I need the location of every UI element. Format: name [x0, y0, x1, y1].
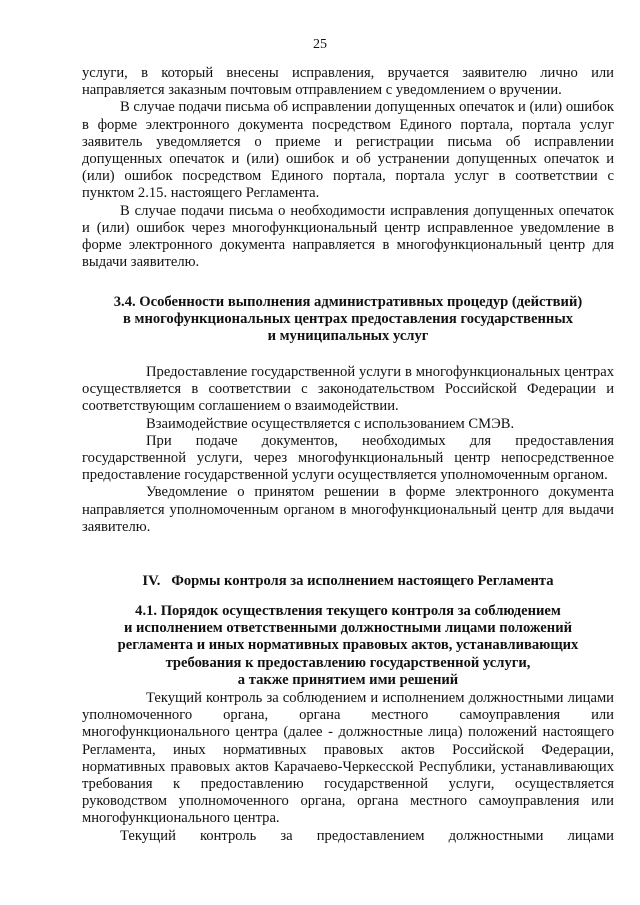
section-heading-3-4: [82, 294, 614, 346]
paragraph: В случае подачи письма об исправлении допущенных опечаток и (или) ошибок в форме электронного документа посредством Единого портала, портала услуг заявитель уведомляется о приеме и регистрации письма об исправлении допущенных опечаток и (или) ошибок и об устранении допущенных опечаток и (или) ошибок посредством Единого портала, портала услуг в соответствии с пунктом 2.15. настоящего Регламента.: [82, 99, 614, 202]
paragraph: Текущий контроль за соблюдением и исполнением должностными лицами уполномоченного органа, органа местного самоуправления или многофункционального центра (далее - должностные лица) положений настоящего Регламента, иных нормативных правовых актов Российской Федерации, нормативных правовых актов Карачаево-Черкесской Республики, устанавливающих требования к предоставлению государственной услуги, осуществляется руководством уполномоченного органа, органа местного самоуправления или многофункционального центра.: [82, 690, 614, 827]
paragraph: Предоставление государственной услуги в многофункциональных центрах осуществляется в соответствии с законодательством Российской Федерации и соответствующим соглашением о взаимодействии.: [82, 364, 614, 415]
heading-line: IV. Формы контроля за исполнением настоящего Регламента: [142, 573, 554, 589]
heading-line: 4.1. Порядок осуществления текущего контроля за соблюдением: [135, 603, 561, 619]
paragraph: Взаимодействие осуществляется с использованием СМЭВ.: [146, 415, 515, 432]
text-block-opening: [82, 65, 614, 271]
paragraph: В случае подачи письма о необходимости исправления допущенных опечаток и (или) ошибок через многофункциональный центр исправленное уведомление в форме электронного документа направляется в многофункциональный центр для выдачи заявителю.: [82, 202, 614, 271]
section-heading-iv: [82, 573, 614, 590]
heading-line: регламента и иных нормативных правовых актов, устанавливающих: [117, 637, 579, 654]
heading-line: и муниципальных услуг: [267, 328, 429, 345]
section-heading-4-1: [82, 603, 614, 689]
text-block-mfc: [82, 364, 614, 536]
heading-line: 3.4. Особенности выполнения административных процедур (действий): [113, 294, 583, 310]
heading-line: и исполнением ответственными должностными лицами положений: [123, 620, 573, 637]
paragraph: При подаче документов, необходимых для предоставления государственной услуги, через многофункциональный центр непосредственное предоставление государственной услуги осуществляется уполномоченным органом.: [82, 432, 614, 484]
page-number: 25: [313, 37, 327, 52]
text-block-control: [82, 690, 614, 845]
heading-line: в многофункциональных центрах предоставления государственных: [122, 311, 574, 328]
paragraph: Уведомление о принятом решении в форме электронного документа направляется уполномоченным органом в многофункциональный центр для выдачи заявителю.: [82, 484, 614, 535]
heading-line: а также принятием ими решений: [237, 671, 459, 688]
heading-line: требования к предоставлению государственной услуги,: [165, 654, 531, 671]
paragraph: услуги, в который внесены исправления, вручается заявителю лично или направляется заказным почтовым отправлением с уведомлением о вручении.: [82, 65, 614, 99]
paragraph: Текущий контроль за предоставлением должностными лицами: [120, 827, 614, 844]
